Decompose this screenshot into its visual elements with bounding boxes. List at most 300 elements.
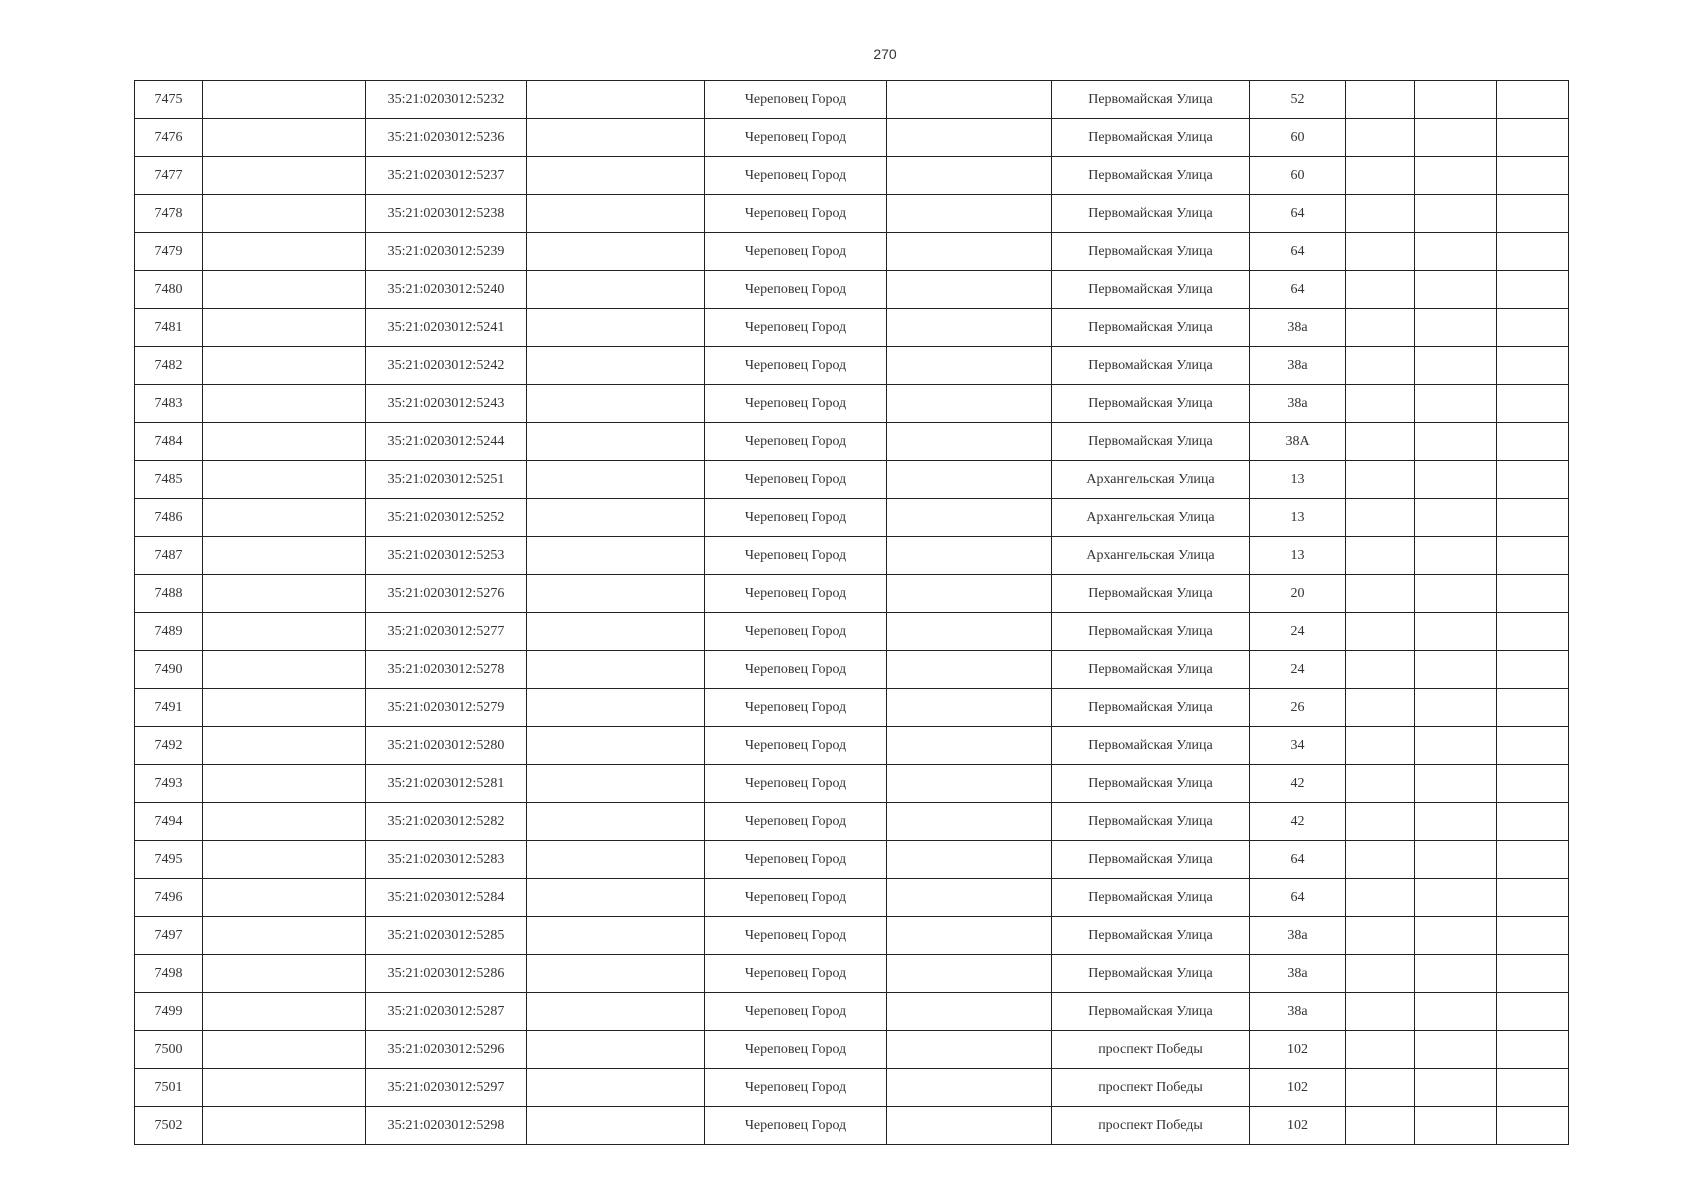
cell-cadastral-number: 35:21:0203012:5238 (366, 195, 527, 233)
cell-empty (887, 119, 1052, 157)
cell-empty (1415, 461, 1497, 499)
cell-empty (527, 1107, 705, 1145)
cell-empty (527, 461, 705, 499)
cell-empty (203, 803, 366, 841)
cell-empty (203, 537, 366, 575)
cell-row-number: 7491 (135, 689, 203, 727)
cell-city: Череповец Город (705, 233, 887, 271)
cell-empty (203, 841, 366, 879)
cell-street: проспект Победы (1052, 1069, 1250, 1107)
cell-empty (1415, 575, 1497, 613)
table-row (135, 309, 1569, 347)
cell-city: Череповец Город (705, 499, 887, 537)
cell-cadastral-number: 35:21:0203012:5279 (366, 689, 527, 727)
cell-cadastral-number: 35:21:0203012:5237 (366, 157, 527, 195)
cell-cadastral-number: 35:21:0203012:5277 (366, 613, 527, 651)
cell-house-number: 42 (1250, 803, 1346, 841)
table-row (135, 499, 1569, 537)
cell-empty (1346, 81, 1415, 119)
cell-row-number: 7486 (135, 499, 203, 537)
table-row (135, 119, 1569, 157)
cell-empty (1346, 841, 1415, 879)
cell-row-number: 7482 (135, 347, 203, 385)
cell-empty (527, 575, 705, 613)
cell-empty (887, 195, 1052, 233)
table-row (135, 993, 1569, 1031)
cell-house-number: 52 (1250, 81, 1346, 119)
cell-empty (203, 157, 366, 195)
table-row (135, 461, 1569, 499)
cell-empty (203, 195, 366, 233)
cell-city: Череповец Город (705, 955, 887, 993)
cell-empty (527, 157, 705, 195)
cell-empty (887, 803, 1052, 841)
cell-empty (887, 727, 1052, 765)
table-body (135, 81, 1569, 1145)
cell-empty (203, 1069, 366, 1107)
cell-row-number: 7493 (135, 765, 203, 803)
cell-empty (203, 689, 366, 727)
cell-row-number: 7480 (135, 271, 203, 309)
cell-empty (527, 841, 705, 879)
cell-cadastral-number: 35:21:0203012:5297 (366, 1069, 527, 1107)
cell-street: Первомайская Улица (1052, 727, 1250, 765)
cell-empty (887, 271, 1052, 309)
cell-city: Череповец Город (705, 1069, 887, 1107)
cell-row-number: 7501 (135, 1069, 203, 1107)
cell-empty (1497, 993, 1569, 1031)
cell-street: Первомайская Улица (1052, 689, 1250, 727)
cell-cadastral-number: 35:21:0203012:5282 (366, 803, 527, 841)
cell-cadastral-number: 35:21:0203012:5280 (366, 727, 527, 765)
cell-row-number: 7500 (135, 1031, 203, 1069)
page-number: 270 (873, 46, 897, 62)
cell-street: Первомайская Улица (1052, 347, 1250, 385)
cell-empty (203, 309, 366, 347)
cell-city: Череповец Город (705, 765, 887, 803)
cell-city: Череповец Город (705, 1107, 887, 1145)
cell-street: Первомайская Улица (1052, 157, 1250, 195)
cell-empty (203, 879, 366, 917)
cell-empty (1415, 81, 1497, 119)
table-row (135, 537, 1569, 575)
cell-cadastral-number: 35:21:0203012:5252 (366, 499, 527, 537)
cell-house-number: 64 (1250, 879, 1346, 917)
cell-cadastral-number: 35:21:0203012:5240 (366, 271, 527, 309)
cell-empty (527, 917, 705, 955)
cell-empty (1497, 879, 1569, 917)
cell-empty (887, 765, 1052, 803)
cell-empty (1415, 689, 1497, 727)
cell-empty (1415, 347, 1497, 385)
cell-empty (1497, 309, 1569, 347)
cell-cadastral-number: 35:21:0203012:5283 (366, 841, 527, 879)
cell-empty (203, 233, 366, 271)
cell-empty (887, 841, 1052, 879)
cell-house-number: 13 (1250, 461, 1346, 499)
cell-empty (203, 1107, 366, 1145)
cell-empty (887, 575, 1052, 613)
cell-empty (527, 385, 705, 423)
cell-empty (1346, 119, 1415, 157)
cell-empty (1415, 993, 1497, 1031)
cell-empty (527, 765, 705, 803)
cell-city: Череповец Город (705, 423, 887, 461)
table-row (135, 195, 1569, 233)
cell-empty (1497, 81, 1569, 119)
cell-street: Первомайская Улица (1052, 955, 1250, 993)
cell-cadastral-number: 35:21:0203012:5241 (366, 309, 527, 347)
cell-empty (887, 347, 1052, 385)
cell-street: Первомайская Улица (1052, 651, 1250, 689)
cell-empty (887, 81, 1052, 119)
cell-empty (203, 347, 366, 385)
cell-empty (1415, 613, 1497, 651)
cell-row-number: 7489 (135, 613, 203, 651)
cell-empty (1346, 651, 1415, 689)
cell-empty (1497, 841, 1569, 879)
cell-empty (887, 917, 1052, 955)
cell-empty (1415, 309, 1497, 347)
cell-street: проспект Победы (1052, 1031, 1250, 1069)
cell-house-number: 60 (1250, 119, 1346, 157)
cell-row-number: 7479 (135, 233, 203, 271)
cell-cadastral-number: 35:21:0203012:5278 (366, 651, 527, 689)
cell-house-number: 64 (1250, 233, 1346, 271)
cell-empty (203, 1031, 366, 1069)
cell-empty (1497, 157, 1569, 195)
cell-city: Череповец Город (705, 537, 887, 575)
cell-city: Череповец Город (705, 195, 887, 233)
cell-empty (887, 1107, 1052, 1145)
cell-row-number: 7490 (135, 651, 203, 689)
cell-street: Первомайская Улица (1052, 195, 1250, 233)
cell-empty (527, 119, 705, 157)
cell-empty (1415, 1031, 1497, 1069)
cell-empty (203, 613, 366, 651)
cell-empty (1497, 575, 1569, 613)
cell-empty (1346, 537, 1415, 575)
cell-street: Архангельская Улица (1052, 499, 1250, 537)
cell-city: Череповец Город (705, 309, 887, 347)
table-row (135, 841, 1569, 879)
cell-house-number: 102 (1250, 1107, 1346, 1145)
cell-empty (1346, 423, 1415, 461)
cell-cadastral-number: 35:21:0203012:5276 (366, 575, 527, 613)
cell-cadastral-number: 35:21:0203012:5286 (366, 955, 527, 993)
cell-empty (1415, 879, 1497, 917)
cell-empty (1346, 765, 1415, 803)
cell-empty (1497, 499, 1569, 537)
cell-cadastral-number: 35:21:0203012:5298 (366, 1107, 527, 1145)
cell-city: Череповец Город (705, 841, 887, 879)
cell-empty (1497, 347, 1569, 385)
cell-empty (887, 385, 1052, 423)
cell-empty (527, 651, 705, 689)
cell-street: Первомайская Улица (1052, 803, 1250, 841)
cell-city: Череповец Город (705, 917, 887, 955)
cell-cadastral-number: 35:21:0203012:5244 (366, 423, 527, 461)
cell-street: Первомайская Улица (1052, 917, 1250, 955)
cell-city: Череповец Город (705, 157, 887, 195)
cell-house-number: 24 (1250, 651, 1346, 689)
cell-cadastral-number: 35:21:0203012:5232 (366, 81, 527, 119)
table-row (135, 1107, 1569, 1145)
cell-house-number: 38А (1250, 423, 1346, 461)
cell-house-number: 20 (1250, 575, 1346, 613)
table-row (135, 727, 1569, 765)
table-row (135, 689, 1569, 727)
table-row (135, 233, 1569, 271)
cell-row-number: 7492 (135, 727, 203, 765)
cell-empty (1415, 157, 1497, 195)
cell-empty (1497, 537, 1569, 575)
cell-empty (1346, 461, 1415, 499)
registry-table (134, 80, 1569, 1145)
cell-city: Череповец Город (705, 119, 887, 157)
cell-empty (1415, 195, 1497, 233)
table-row (135, 423, 1569, 461)
cell-empty (887, 993, 1052, 1031)
cell-empty (527, 233, 705, 271)
cell-row-number: 7477 (135, 157, 203, 195)
cell-street: Архангельская Улица (1052, 537, 1250, 575)
cell-empty (1415, 423, 1497, 461)
cell-empty (527, 993, 705, 1031)
cell-house-number: 64 (1250, 841, 1346, 879)
table-row (135, 385, 1569, 423)
cell-city: Череповец Город (705, 461, 887, 499)
cell-city: Череповец Город (705, 271, 887, 309)
cell-empty (527, 1031, 705, 1069)
cell-empty (887, 423, 1052, 461)
cell-street: Первомайская Улица (1052, 423, 1250, 461)
table-row (135, 613, 1569, 651)
cell-empty (203, 727, 366, 765)
table-row (135, 1031, 1569, 1069)
cell-empty (527, 689, 705, 727)
cell-empty (1415, 1069, 1497, 1107)
cell-row-number: 7475 (135, 81, 203, 119)
table-row (135, 1069, 1569, 1107)
cell-empty (1415, 803, 1497, 841)
cell-empty (887, 233, 1052, 271)
cell-house-number: 38а (1250, 993, 1346, 1031)
cell-empty (1415, 651, 1497, 689)
cell-empty (527, 955, 705, 993)
cell-street: Архангельская Улица (1052, 461, 1250, 499)
cell-empty (203, 993, 366, 1031)
cell-empty (887, 309, 1052, 347)
cell-row-number: 7481 (135, 309, 203, 347)
table-row (135, 651, 1569, 689)
cell-empty (1497, 651, 1569, 689)
cell-empty (1346, 271, 1415, 309)
cell-empty (1415, 1107, 1497, 1145)
cell-empty (1415, 385, 1497, 423)
cell-empty (1497, 917, 1569, 955)
cell-house-number: 34 (1250, 727, 1346, 765)
cell-house-number: 60 (1250, 157, 1346, 195)
cell-house-number: 26 (1250, 689, 1346, 727)
cell-empty (203, 461, 366, 499)
cell-empty (1497, 727, 1569, 765)
cell-empty (203, 81, 366, 119)
cell-house-number: 24 (1250, 613, 1346, 651)
cell-empty (1346, 613, 1415, 651)
cell-row-number: 7484 (135, 423, 203, 461)
cell-empty (203, 499, 366, 537)
cell-empty (203, 955, 366, 993)
cell-row-number: 7498 (135, 955, 203, 993)
cell-cadastral-number: 35:21:0203012:5236 (366, 119, 527, 157)
cell-city: Череповец Город (705, 1031, 887, 1069)
cell-street: Первомайская Улица (1052, 613, 1250, 651)
cell-empty (203, 271, 366, 309)
cell-empty (1497, 955, 1569, 993)
cell-cadastral-number: 35:21:0203012:5239 (366, 233, 527, 271)
cell-empty (887, 537, 1052, 575)
cell-cadastral-number: 35:21:0203012:5287 (366, 993, 527, 1031)
cell-empty (1346, 917, 1415, 955)
cell-empty (1346, 1031, 1415, 1069)
cell-street: Первомайская Улица (1052, 879, 1250, 917)
cell-empty (887, 651, 1052, 689)
cell-empty (887, 499, 1052, 537)
cell-city: Череповец Город (705, 575, 887, 613)
cell-house-number: 64 (1250, 271, 1346, 309)
cell-row-number: 7502 (135, 1107, 203, 1145)
cell-empty (527, 423, 705, 461)
table-row (135, 347, 1569, 385)
cell-city: Череповец Город (705, 727, 887, 765)
cell-empty (1497, 1031, 1569, 1069)
cell-empty (887, 1031, 1052, 1069)
cell-empty (887, 689, 1052, 727)
cell-empty (1415, 271, 1497, 309)
cell-empty (1346, 347, 1415, 385)
cell-house-number: 13 (1250, 537, 1346, 575)
cell-street: Первомайская Улица (1052, 765, 1250, 803)
cell-empty (1346, 879, 1415, 917)
cell-row-number: 7497 (135, 917, 203, 955)
cell-row-number: 7496 (135, 879, 203, 917)
table-row (135, 157, 1569, 195)
cell-empty (1415, 765, 1497, 803)
cell-street: Первомайская Улица (1052, 271, 1250, 309)
cell-house-number: 38а (1250, 347, 1346, 385)
cell-empty (1415, 727, 1497, 765)
cell-empty (1497, 385, 1569, 423)
cell-empty (1497, 423, 1569, 461)
cell-empty (203, 423, 366, 461)
cell-house-number: 102 (1250, 1031, 1346, 1069)
cell-city: Череповец Город (705, 347, 887, 385)
cell-street: Первомайская Улица (1052, 309, 1250, 347)
table-row (135, 879, 1569, 917)
cell-empty (1497, 233, 1569, 271)
cell-empty (1346, 1107, 1415, 1145)
cell-empty (527, 803, 705, 841)
cell-empty (527, 879, 705, 917)
cell-row-number: 7487 (135, 537, 203, 575)
cell-empty (203, 119, 366, 157)
cell-city: Череповец Город (705, 613, 887, 651)
cell-empty (887, 157, 1052, 195)
cell-cadastral-number: 35:21:0203012:5284 (366, 879, 527, 917)
cell-street: Первомайская Улица (1052, 233, 1250, 271)
table-row (135, 575, 1569, 613)
cell-street: проспект Победы (1052, 1107, 1250, 1145)
cell-house-number: 13 (1250, 499, 1346, 537)
cell-empty (1346, 233, 1415, 271)
cell-cadastral-number: 35:21:0203012:5285 (366, 917, 527, 955)
cell-empty (1497, 195, 1569, 233)
cell-empty (1346, 955, 1415, 993)
cell-house-number: 42 (1250, 765, 1346, 803)
cell-cadastral-number: 35:21:0203012:5243 (366, 385, 527, 423)
cell-empty (1497, 119, 1569, 157)
cell-row-number: 7499 (135, 993, 203, 1031)
cell-empty (887, 879, 1052, 917)
cell-city: Череповец Город (705, 81, 887, 119)
cell-empty (1497, 689, 1569, 727)
cell-empty (1346, 195, 1415, 233)
cell-row-number: 7485 (135, 461, 203, 499)
cell-street: Первомайская Улица (1052, 119, 1250, 157)
cell-city: Череповец Город (705, 879, 887, 917)
cell-empty (527, 613, 705, 651)
cell-house-number: 38а (1250, 917, 1346, 955)
cell-empty (527, 195, 705, 233)
cell-row-number: 7494 (135, 803, 203, 841)
cell-empty (1415, 233, 1497, 271)
cell-city: Череповец Город (705, 385, 887, 423)
cell-house-number: 38а (1250, 955, 1346, 993)
cell-empty (527, 727, 705, 765)
cell-house-number: 38а (1250, 385, 1346, 423)
cell-empty (1415, 537, 1497, 575)
cell-empty (1346, 575, 1415, 613)
cell-empty (887, 613, 1052, 651)
cell-cadastral-number: 35:21:0203012:5242 (366, 347, 527, 385)
cell-house-number: 64 (1250, 195, 1346, 233)
cell-street: Первомайская Улица (1052, 575, 1250, 613)
cell-empty (1497, 1107, 1569, 1145)
cell-cadastral-number: 35:21:0203012:5253 (366, 537, 527, 575)
cell-empty (1346, 689, 1415, 727)
table-row (135, 765, 1569, 803)
cell-empty (1346, 727, 1415, 765)
table-row (135, 803, 1569, 841)
cell-empty (527, 81, 705, 119)
cell-empty (203, 575, 366, 613)
cell-empty (1497, 765, 1569, 803)
cell-cadastral-number: 35:21:0203012:5296 (366, 1031, 527, 1069)
cell-empty (1415, 119, 1497, 157)
cell-empty (1346, 803, 1415, 841)
cell-city: Череповец Город (705, 651, 887, 689)
cell-empty (1497, 613, 1569, 651)
cell-empty (887, 955, 1052, 993)
cell-empty (203, 917, 366, 955)
cell-empty (1415, 499, 1497, 537)
cell-empty (527, 309, 705, 347)
cell-empty (1497, 803, 1569, 841)
cell-empty (527, 1069, 705, 1107)
cell-empty (1346, 309, 1415, 347)
cell-empty (527, 271, 705, 309)
